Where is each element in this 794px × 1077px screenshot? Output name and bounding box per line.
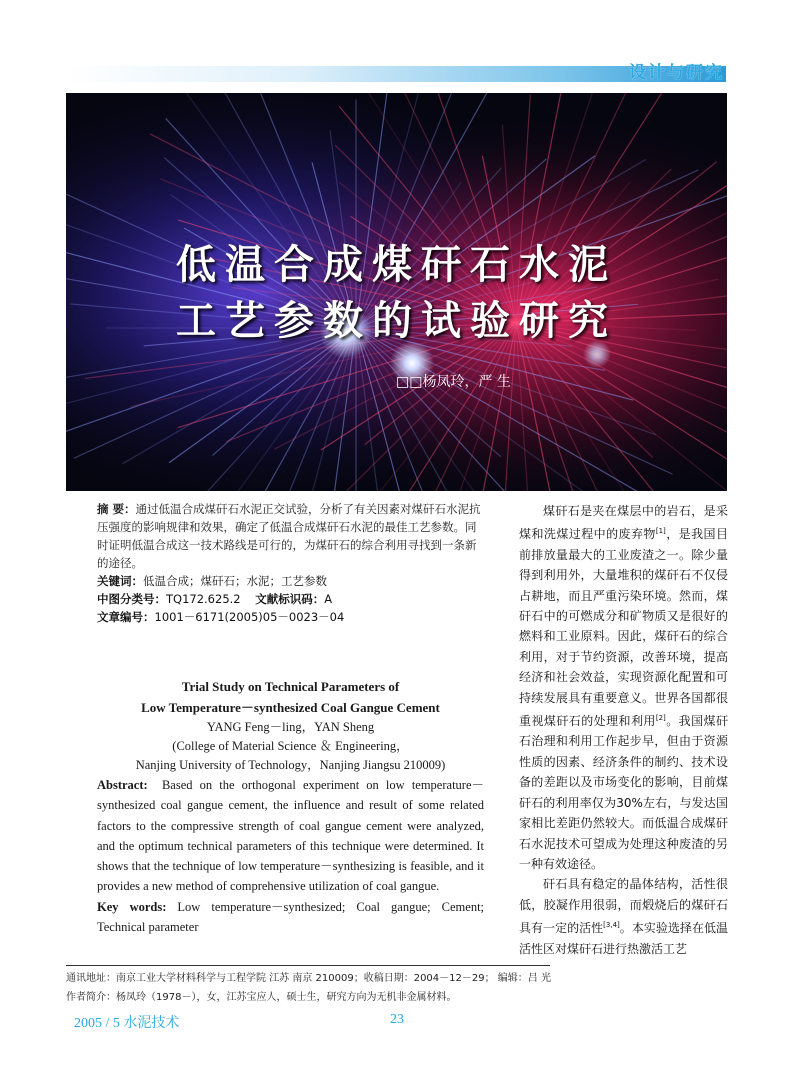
affiliation-line-1: (College of Material Science ＆ Engineering， [172,739,409,753]
footnote-author-bio: 作者简介：杨凤玲（1978－），女，江苏宝应人，硕士生，研究方向为无机非金属材料。 [66,992,457,1003]
english-title-line-1: Trial Study on Technical Parameters of [181,679,400,694]
citation: [1] [655,527,666,536]
body-text: 矸石具有稳定的晶体结构，活性很低，胶凝作用很弱，而煅烧后的煤矸石具有一定的活性 [519,877,728,936]
keywords-line [97,572,484,590]
abstract-label: 摘 要： [97,502,136,516]
body-text: 。我国煤矸石治理和利用工作起步早，但由于资源性质的因素、经济条件的制约、技术设备的差距以及市场变化的影响，目前煤矸石的利用率仅为30%左右，与发达国家相比差距仍然较大。而低温合成煤矸石水泥技术可望成为处理这种废渣的另一种有效途径。 [519,714,728,871]
footnotes [66,969,551,1007]
chinese-abstract [97,500,484,626]
article-title-line-2: 工艺参数的试验研究 [176,298,617,344]
keywords-label: 关键词： [97,574,143,588]
english-abstract-text: Based on the orthogonal experiment on low temperature－synthesized coal gangue cement, the influence and result of some related factors to the compressive strength of coal gangue cement were analyzed, and the optimum technical parameters of this technique were determined. It shows that the technique of low temperature－synthesizing is feasible, and it provides a new method of comprehensive utilization of coal gangue. [97,778,485,894]
article-authors: □□杨凤玲，严 生 [396,374,511,390]
english-authors: YANG Feng－ling，YAN Sheng [206,720,375,734]
english-keywords-text: Low temperature－synthesized; Coal gangue; Cement; Technical parameter [97,899,485,935]
abstract-text: 通过低温合成煤矸石水泥正交试验，分析了有关因素对煤矸石水泥抗压强度的影响规律和效果，确定了低温合成煤矸石水泥的最佳工艺参数。同时证明低温合成这一技术路线是可行的，为煤矸石的综合利用寻找到一条新的途径。 [97,502,481,570]
keywords-value: 低温合成；煤矸石；水泥；工艺参数 [143,574,327,588]
english-abstract [97,676,484,937]
citation: [3,4] [603,921,620,930]
english-title-line-2: Low Temperature－synthesized Coal Gangue Cement [141,700,440,715]
body-text: 煤矸石是夹在煤层中的岩石，是采煤和洗煤过程中的废弃物 [519,504,728,542]
english-abstract-label: Abstract: [97,778,148,792]
header-bar [66,66,726,82]
journal-issue: 2005 / 5 水泥技术 [74,1016,180,1031]
clc-value: TQ172.625.2 [166,592,241,606]
footnote-address: 通讯地址：南京工业大学材料科学与工程学院 江苏 南京 210009；收稿日期：2004－12－29； 编辑：吕 光 [66,973,551,984]
body-paragraph [519,501,728,874]
body-paragraph [519,874,728,959]
page-number: 23 [390,1012,404,1027]
doc-code-label: 文献标识码： [255,592,325,606]
article-number-line [97,608,484,626]
english-keywords [97,897,484,938]
abstract-cn-paragraph [97,500,484,572]
affiliation-line-2: Nanjing University of Technology，Nanjing Jiangsu 210009) [135,758,446,772]
citation: [2] [655,714,666,723]
body-text: 。本实验选择在低温活性区对煤矸石进行热激活工艺 [519,921,728,956]
hero-image [66,93,727,491]
english-keywords-label: Key words: [97,899,167,914]
article-no-label: 文章编号： [97,610,155,624]
body-text-column [519,501,728,959]
body-text: ，是我国目前排放量最大的工业废渣之一。除少量得到利用外，大量堆积的煤矸石不仅侵占耕地，而且严重污染环境。然而，煤矸石中的可燃成分和矿物质又是很好的燃料和工业原料。因此，煤矸石的综合利用，对于节约资源，改善环境，提高经济和社会效益，实现资源化配置和可持续发展具有重要意义。世界各国都很重视煤矸石的处理和利用 [519,527,728,729]
footnote-divider [66,965,550,966]
section-tag: 设计与研究 [629,63,724,83]
article-no-value: 1001－6171(2005)05－0023－04 [154,610,345,624]
classification-line [97,590,484,608]
english-abstract-paragraph [97,775,484,897]
article-title-line-1: 低温合成煤矸石水泥 [176,242,617,288]
doc-code-value: A [324,592,333,606]
clc-label: 中图分类号： [97,592,166,606]
